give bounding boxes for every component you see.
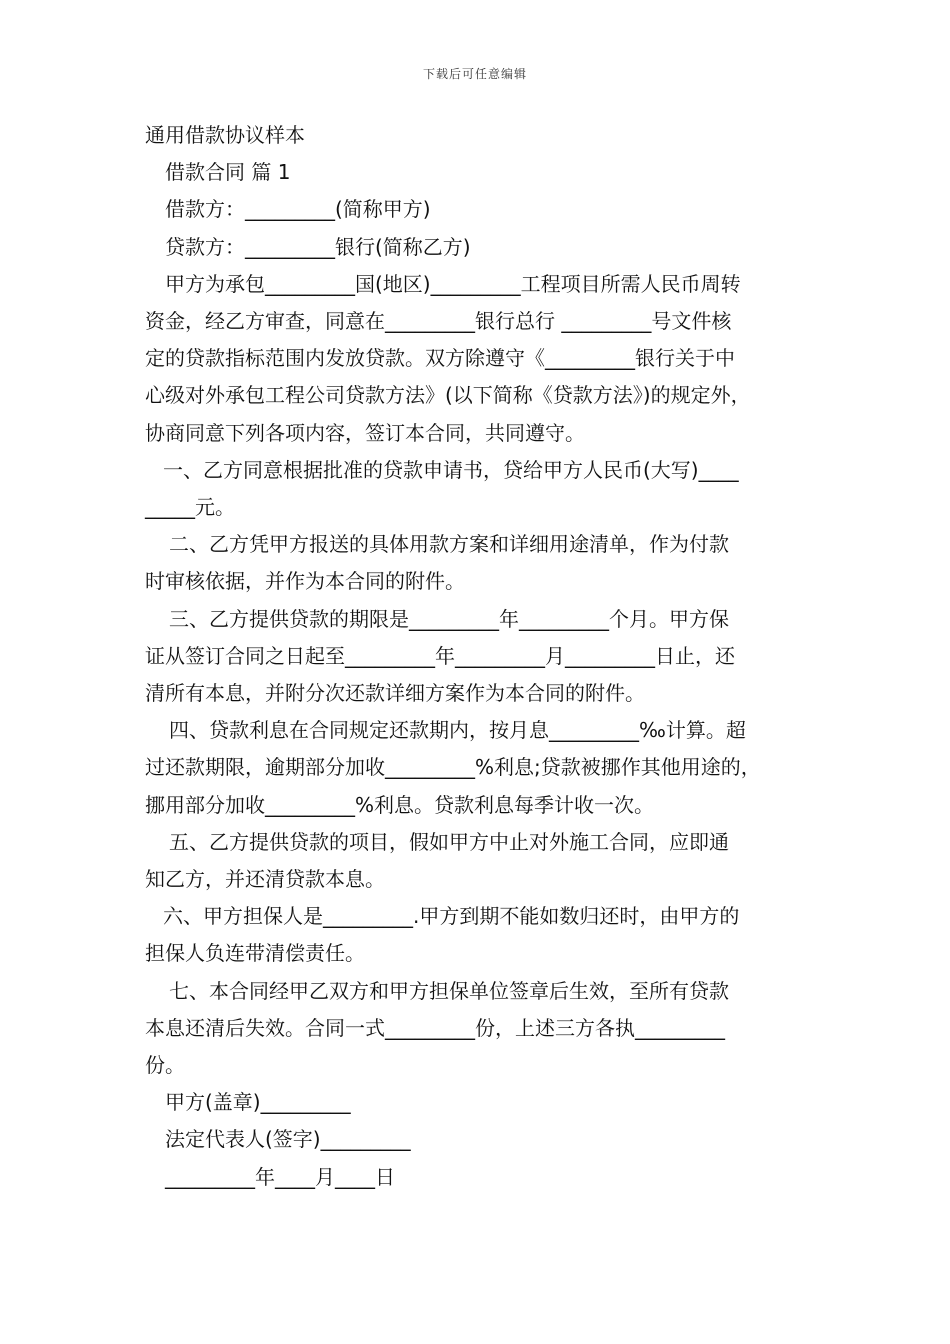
document-title: 通用借款协议样本: [145, 123, 305, 147]
clause-3-line: 证从签订合同之日起至_________年_________月_________日止，还: [145, 643, 735, 668]
party-a-seal-line: 甲方(盖章)_________: [165, 1090, 351, 1115]
clause-7-line: 七、本合同经甲乙双方和甲方担保单位签章后生效，至所有贷款: [169, 978, 729, 1003]
date-line: _________年____月____日: [165, 1164, 395, 1189]
paragraph-line: 甲方为承包_________国(地区)_________工程项目所需人民币周转: [165, 271, 741, 296]
clause-7-line: 份。: [145, 1053, 185, 1078]
clause-4-line: 四、贷款利息在合同规定还款期内，按月息_________‰计算。超: [169, 718, 746, 743]
clause-6-line: 六、甲方担保人是_________.甲方到期不能如数归还时，由甲方的: [163, 904, 740, 929]
clause-3-line: 三、乙方提供贷款的期限是_________年_________个月。甲方保: [169, 606, 729, 631]
paragraph-line: 资金，经乙方审查，同意在_________银行总行 _________号文件核: [145, 309, 732, 334]
lender-line: 贷款方：_________银行(简称乙方): [165, 234, 471, 259]
clause-5-line: 五、乙方提供贷款的项目，假如甲方中止对外施工合同，应即通: [169, 829, 729, 854]
clause-1-line: _____元。: [145, 495, 235, 520]
clause-3-line: 清所有本息，并附分次还款详细方案作为本合同的附件。: [145, 681, 645, 706]
paragraph-line: 协商同意下列各项内容，签订本合同，共同遵守。: [145, 420, 585, 445]
clause-5-line: 知乙方，并还清贷款本息。: [145, 867, 385, 892]
paragraph-line: 定的贷款指标范围内发放贷款。双方除遵守《_________银行关于中: [145, 346, 735, 371]
document-body: [145, 117, 810, 1196]
borrower-line: 借款方：_________(简称甲方): [165, 197, 431, 222]
clause-6-line: 担保人负连带清偿责任。: [145, 941, 365, 966]
clause-2-line: 时审核依据，并作为本合同的附件。: [145, 569, 465, 594]
clause-7-line: 本息还清后失效。合同一式_________份，上述三方各执_________: [145, 1015, 725, 1040]
clause-4-line: 挪用部分加收_________%利息。贷款利息每季计收一次。: [145, 792, 655, 817]
paragraph-line: 心级对外承包工程公司贷款方法》(以下简称《贷款方法》)的规定外，: [145, 383, 751, 408]
page-header: 下载后可任意编辑: [422, 67, 527, 81]
clause-1-line: 一、乙方同意根据批准的贷款申请书，贷给甲方人民币(大写)____: [163, 457, 739, 482]
document-subtitle: 借款合同 篇 1: [165, 160, 291, 185]
clause-4-line: 过还款期限，逾期部分加收_________%利息;贷款被挪作其他用途的，: [145, 755, 761, 780]
legal-representative-line: 法定代表人(签字)_________: [165, 1127, 411, 1152]
clause-2-line: 二、乙方凭甲方报送的具体用款方案和详细用途清单，作为付款: [169, 532, 729, 557]
